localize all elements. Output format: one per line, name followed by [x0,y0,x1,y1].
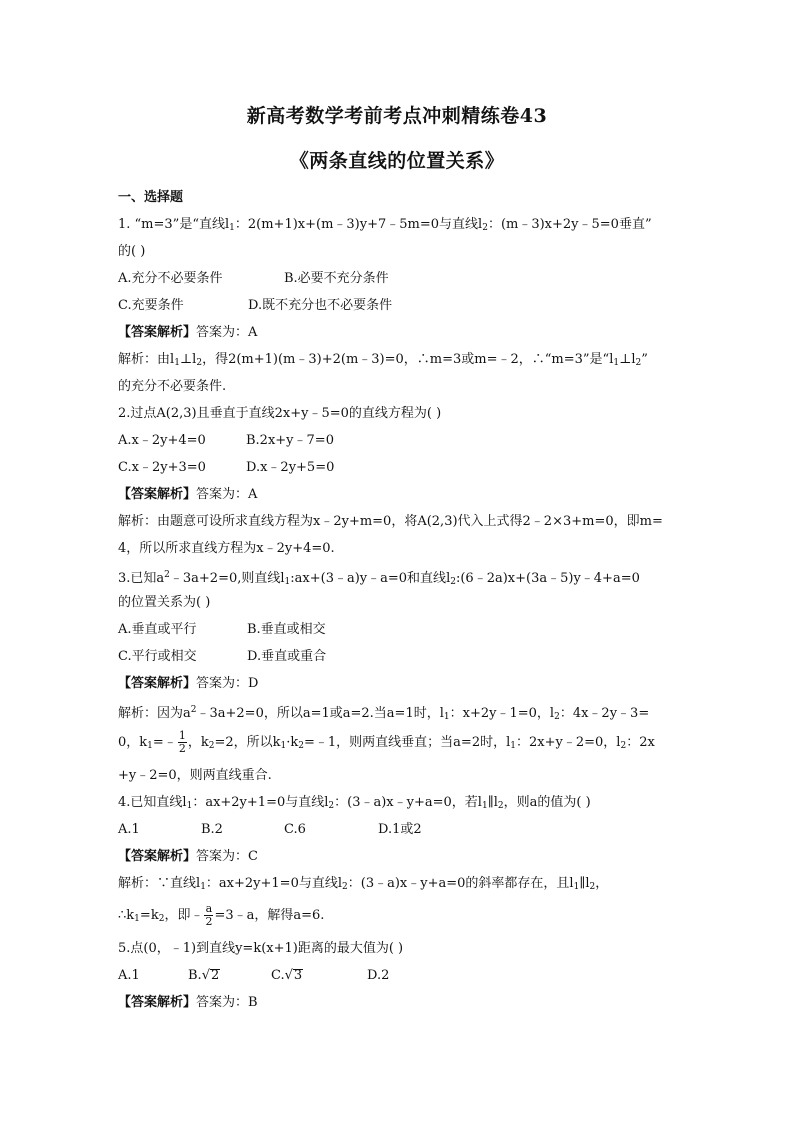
q2-option-c: C.x﹣2y+3=0 [118,460,206,475]
q2-stem: 2.过点A(2,3)且垂直于直线2x+y﹣5=0的直线方程为( ) [118,406,442,421]
q4-explanation-line2: $\therefore k_1=k_2$，即﹣ $\frac{a}{2}$ =3﹣a，解得a=6. [118,902,325,928]
q5-answer: 【答案解析】答案为：B [118,995,258,1010]
q2-options-row2 [118,454,698,481]
q1-option-a: A.充分不必要条件 [118,271,223,286]
fraction-one-half: $\frac{1}{2}$ [178,729,186,755]
q2-option-b: B.2x+y﹣7=0 [246,433,334,448]
q1-answer: 【答案解析】答案为：A [118,325,258,340]
q1-option-d: D.既不充分也不必要条件 [248,298,393,313]
q3-stem-line1: 3.已知$a^2﹣3a+2=0$,则直线$l_1:ax+(3﹣a)y﹣a=0$和直线$l_2:(6﹣2a)x+(3a﹣5)y﹣4+a=0$ [118,570,640,587]
document-subtitle: 《两条直线的位置关系》 [289,150,505,172]
document-body [118,184,698,1016]
q1-stem-line1: 1. “m=3”是“直线$l_1$：2(m+1)x+(m﹣3)y+7﹣5m=0与直线$l_2$：(m﹣3)x+2y﹣5=0垂直” [118,217,652,233]
q5-options [118,962,698,989]
q4-explanation-line1: 解析：∵直线$l_1$：ax+2y+1=0与直线$l_2$：(3﹣a)x﹣y+a=0的斜率都存在，且$l_1\parallel l_2$， [118,876,609,892]
q4-options [118,816,698,843]
q5-stem: 5.点(0，﹣1)到直线y=k(x+1)距离的最大值为( ) [118,941,404,956]
q1-explanation-line2: 的充分不必要条件. [118,379,227,394]
q2-option-a: A.x﹣2y+4=0 [118,433,206,448]
q1-option-b: B.必要不充分条件 [284,271,389,286]
q2-option-d: D.x﹣2y+5=0 [246,460,335,475]
q5-option-c: C.√3 [271,968,303,983]
q3-option-c: C.平行或相交 [118,649,197,664]
q5-option-b: B.√2 [188,968,220,983]
sqrt-symbol: √ [201,968,210,983]
q2-explanation-line1: 解析：由题意可设所求直线方程为x﹣2y+m=0，将A(2,3)代入上式得2﹣2×3+m=0，即m= [118,514,663,529]
document-title: 新高考数学考前考点冲刺精练卷43 [246,105,548,127]
section-heading: 一、选择题 [118,190,184,205]
q4-answer: 【答案解析】答案为：C [118,849,258,864]
q2-answer: 【答案解析】答案为：A [118,487,258,502]
q3-answer: 【答案解析】答案为：D [118,676,259,691]
q4-option-c: C.6 [284,822,306,837]
q2-options-row1 [118,427,698,454]
q3-explanation-line2: 0，$k_1=﹣$ $\frac{1}{2}$ ，$k_2=2$，所以$k_1\cdot k_2=﹣1$，则两直线垂直；当a=2时，$l_1$：2x+y﹣2=0，$l_2$：2x [118,729,655,755]
q2-explanation-line2: 4，所以所求直线方程为x﹣2y+4=0. [118,541,335,556]
q3-options-row1 [118,616,698,643]
q4-stem: 4.已知直线$l_1$：ax+2y+1=0与直线$l_2$：(3﹣a)x﹣y+a=0，若$l_1\parallel l_2$，则a的值为( ) [118,795,591,811]
q3-option-b: B.垂直或相交 [247,622,326,637]
q3-stem-line2: 的位置关系为( ) [118,595,211,610]
q5-option-d: D.2 [367,968,390,983]
fraction-a-over-2: $\frac{a}{2}$ [205,902,213,928]
q3-option-a: A.垂直或平行 [118,622,197,637]
q1-explanation-line1: 解析：由$l_1\perp l_2$，得2(m+1)(m﹣3)+2(m﹣3)=0，∴m=3或m=﹣2，∴“m=3”是“$l_1\perp l_2$” [118,352,648,368]
q1-options-row2 [118,292,698,319]
q4-option-d: D.1或2 [378,822,422,837]
q1-options-row1 [118,265,698,292]
q5-option-a: A.1 [118,968,140,983]
q3-explanation-line3: +y﹣2=0，则两直线重合. [118,768,272,783]
q4-option-b: B.2 [201,822,223,837]
q1-option-c: C.充要条件 [118,298,184,313]
q3-option-d: D.垂直或重合 [247,649,327,664]
q3-options-row2 [118,643,698,670]
q3-explanation-line1: 解析：因为$a^2﹣3a+2=0$，所以a=1或a=2.当a=1时，$l_1$：x+2y﹣1=0，$l_2$：4x﹣2y﹣3= [118,705,650,722]
q4-option-a: A.1 [118,822,140,837]
sqrt-symbol: √ [284,968,293,983]
q1-stem-line2: 的( ) [118,244,146,259]
